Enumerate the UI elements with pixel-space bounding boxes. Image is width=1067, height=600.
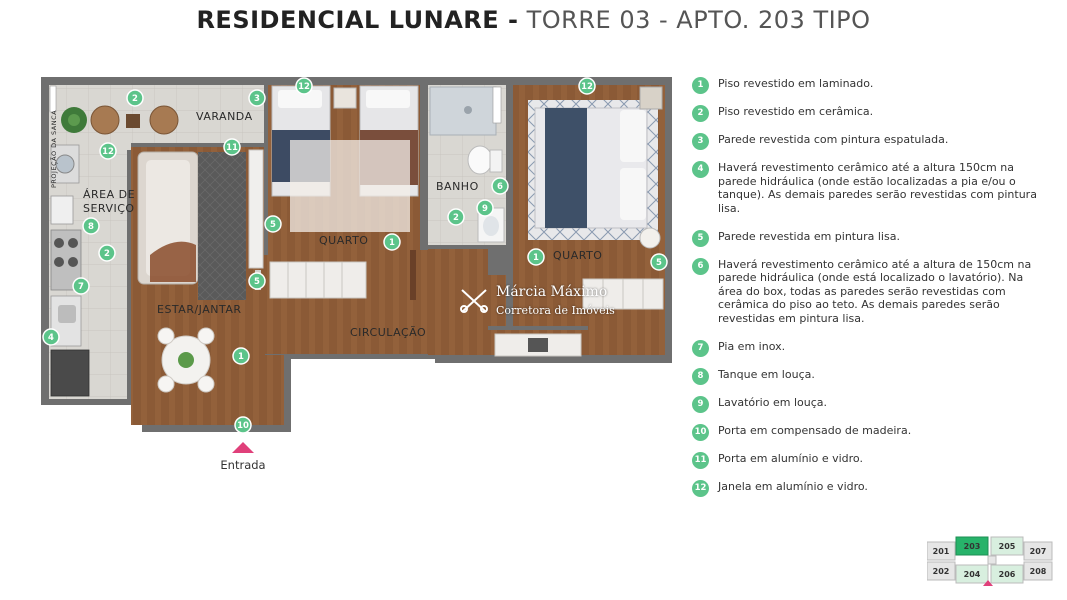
legend-number-badge: 10 [692, 424, 709, 441]
legend-text: Porta em alumínio e vidro. [718, 451, 863, 465]
nightstand-2 [640, 228, 660, 248]
marker-3 [249, 90, 265, 106]
unit-205-label: 205 [998, 542, 1016, 551]
legend-text: Haverá revestimento cerâmico até a altura de 150cm na parede hidráulica (onde está localizado o lavatório). Na área do box, todas as paredes serão revestidas com cerâmica do piso ao teto. As demais paredes serão revestidas em pintura lisa. [718, 257, 1032, 325]
shower-box [430, 87, 496, 135]
legend-number-badge: 6 [692, 258, 709, 275]
legend-item [692, 480, 1037, 494]
living-rug [198, 152, 246, 300]
label-quarto-1: QUARTO [319, 234, 369, 247]
legend-text: Janela em alumínio e vidro. [718, 479, 868, 493]
chair [198, 376, 214, 392]
legend-item [692, 340, 1037, 354]
unit-203-label: 203 [963, 542, 981, 551]
marker-1 [233, 348, 249, 364]
marker-1 [384, 234, 400, 250]
chair [158, 376, 174, 392]
marker-12 [579, 78, 595, 94]
unit-206-label: 206 [998, 570, 1016, 579]
marker-text: 3 [254, 94, 260, 104]
marker-text: 10 [237, 421, 249, 431]
marker-6 [492, 178, 508, 194]
label-varanda: VARANDA [196, 110, 253, 123]
tv-panel [249, 150, 263, 268]
marker-text: 5 [656, 258, 662, 268]
marker-text: 2 [453, 213, 459, 223]
marker-10 [235, 417, 251, 433]
marker-9 [477, 200, 493, 216]
label-banho: BANHO [436, 180, 479, 193]
window-bath [493, 87, 501, 123]
marker-text: 12 [581, 82, 593, 92]
marker-text: 5 [254, 277, 260, 287]
legend-text: Pia em inox. [718, 339, 786, 353]
marker-text: 1 [389, 238, 395, 248]
marker-text: 1 [533, 253, 539, 263]
armchair-right [150, 106, 178, 134]
label-projecao: PROJEÇÃO DA SANCA [50, 109, 58, 188]
legend-item [692, 77, 1037, 91]
marker-text: 8 [88, 222, 94, 232]
marker-2 [448, 209, 464, 225]
unit-204-label: 204 [963, 570, 981, 579]
wardrobe-1 [270, 262, 366, 298]
marker-5 [249, 273, 265, 289]
marker-text: 12 [102, 147, 114, 157]
side-table [126, 114, 140, 128]
legend-item [692, 452, 1037, 466]
marker-5 [651, 254, 667, 270]
armchair-left [91, 106, 119, 134]
legend-text: Piso revestido em laminado. [718, 77, 874, 90]
nightstand [334, 88, 356, 108]
marker-text: 2 [104, 249, 110, 259]
marker-7 [73, 278, 89, 294]
legend-text: Parede revestida em pintura lisa. [718, 229, 900, 243]
legend-number-badge: 7 [692, 340, 709, 357]
legend-number-badge: 2 [692, 105, 709, 122]
chair [198, 328, 214, 344]
legend-item [692, 230, 1037, 244]
refrigerator [51, 350, 89, 396]
marker-11 [224, 139, 240, 155]
marker-2 [127, 90, 143, 106]
unit-keymap [927, 536, 1055, 586]
legend [692, 77, 1037, 508]
unit-207-label: 207 [1029, 547, 1047, 556]
marker-2 [99, 245, 115, 261]
legend-number-badge: 3 [692, 133, 709, 150]
legend-text: Haverá revestimento cerâmico até a altura 150cm na parede hidráulica (onde estão localizadas a pia e/ou o tanque). As demais paredes serão revestidas com pintura lisa. [718, 161, 1037, 215]
marker-text: 1 [238, 352, 244, 362]
legend-item [692, 105, 1037, 119]
marker-text: 9 [482, 204, 488, 214]
title-bold: RESIDENCIAL LUNARE - [196, 6, 519, 34]
legend-item [692, 368, 1037, 382]
legend-text: Parede revestida com pintura espatulada. [718, 133, 949, 146]
window-service [50, 86, 56, 112]
legend-text: Lavatório em louça. [718, 395, 827, 409]
chair [158, 328, 174, 344]
unit-202-label: 202 [932, 567, 950, 576]
unit-208-label: 208 [1029, 567, 1047, 576]
bedroom-rug [290, 140, 410, 232]
marker-text: 7 [78, 282, 84, 292]
marker-text: 2 [132, 94, 138, 104]
marker-12 [296, 78, 312, 94]
legend-text: Tanque em louça. [718, 367, 815, 381]
label-area-servico-2: SERVIÇO [83, 202, 135, 215]
legend-item [692, 424, 1037, 438]
entry-label: Entrada [220, 458, 266, 472]
double-bed-blanket [545, 108, 587, 228]
marker-text: 4 [48, 333, 54, 343]
entry-arrow-icon [232, 442, 254, 453]
legend-number-badge: 5 [692, 230, 709, 247]
label-circulacao: CIRCULAÇÃO [350, 326, 427, 339]
watermark-subtitle: Corretora de Imóveis [496, 304, 615, 317]
marker-text: 11 [226, 143, 238, 153]
marker-text: 5 [270, 220, 276, 230]
nightstand-3 [640, 87, 662, 109]
marker-12 [100, 143, 116, 159]
label-estar-jantar: ESTAR/JANTAR [157, 303, 242, 316]
legend-text: Piso revestido em cerâmica. [718, 105, 874, 118]
legend-number-badge: 1 [692, 77, 709, 94]
label-quarto-2: QUARTO [553, 249, 603, 262]
title-light: TORRE 03 - APTO. 203 TIPO [526, 6, 871, 34]
marker-1 [528, 249, 544, 265]
legend-number-badge: 12 [692, 480, 709, 497]
legend-item [692, 258, 1037, 326]
legend-number-badge: 11 [692, 452, 709, 469]
legend-text: Porta em compensado de madeira. [718, 423, 912, 437]
toilet [468, 146, 492, 174]
marker-4 [43, 329, 59, 345]
marker-text: 6 [497, 182, 503, 192]
legend-item [692, 396, 1037, 410]
legend-item [692, 161, 1037, 215]
legend-item [692, 133, 1037, 147]
unit-201-label: 201 [932, 547, 950, 556]
legend-number-badge: 8 [692, 368, 709, 385]
label-area-servico-1: ÁREA DE [83, 188, 136, 201]
circulation-floor-2 [428, 245, 488, 355]
watermark-name: Márcia Máximo [496, 284, 608, 300]
marker-5 [265, 216, 281, 232]
legend-number-badge: 4 [692, 161, 709, 178]
marker-text: 12 [298, 82, 310, 92]
legend-number-badge: 9 [692, 396, 709, 413]
laundry-tank [51, 196, 73, 224]
marker-8 [83, 218, 99, 234]
